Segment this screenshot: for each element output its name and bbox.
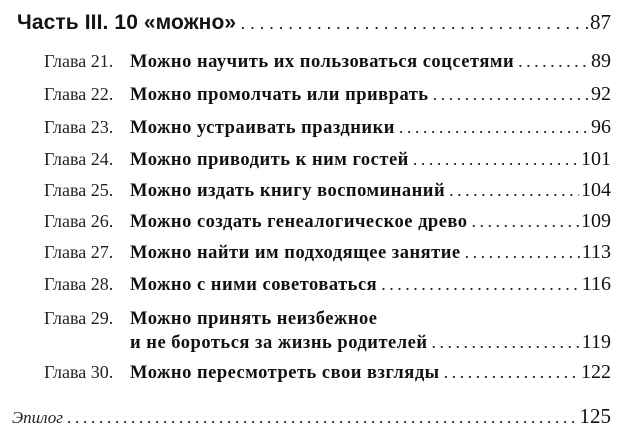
chapter-label: Глава 22.	[44, 84, 114, 104]
chapter-label: Глава 21.	[44, 51, 114, 71]
dot-leader	[399, 117, 589, 138]
chapter-label: Глава 26.	[44, 211, 114, 231]
dot-leader	[472, 211, 579, 232]
toc-chapter-entry	[44, 179, 611, 202]
page-number: 101	[581, 148, 611, 170]
chapter-title: Можно приводить к ним гостей	[130, 150, 409, 170]
chapter-title: Можно промолчать или приврать	[130, 85, 429, 105]
page-number: 116	[581, 273, 611, 295]
page-number: 96	[591, 116, 611, 138]
toc-chapter-entry	[44, 210, 611, 233]
chapter-title: Можно издать книгу воспоминаний	[130, 181, 446, 201]
chapter-label: Глава 28.	[44, 274, 114, 294]
chapter-title: Можно с ними советоваться	[130, 275, 378, 295]
part-title: Часть III. 10 «можно»	[17, 11, 237, 34]
page-number: 87	[590, 10, 611, 34]
chapter-label: Глава 25.	[44, 180, 114, 200]
chapter-title: Можно устраивать праздники	[130, 118, 395, 138]
dot-leader	[444, 362, 579, 383]
chapter-label: Глава 23.	[44, 117, 114, 137]
dot-leader	[518, 51, 589, 72]
page-number: 109	[581, 210, 611, 232]
toc-chapter-entry	[44, 50, 611, 73]
page-number: 113	[581, 241, 611, 263]
chapter-label: Глава 30.	[44, 362, 114, 382]
dot-leader	[432, 332, 580, 353]
page-number: 125	[579, 404, 611, 428]
toc-chapter-entry	[44, 241, 611, 264]
toc-chapter-entry	[44, 308, 611, 354]
chapter-title: Можно пересмотреть свои взгляды	[130, 363, 440, 383]
toc-chapter-entry	[44, 83, 611, 106]
chapter-title: Можно научить их пользоваться соцсетями	[130, 52, 515, 72]
epilogue-title: Эпилог	[12, 408, 63, 427]
dot-leader	[413, 149, 579, 170]
chapter-label: Глава 29.	[44, 308, 114, 328]
chapter-label: Глава 24.	[44, 149, 114, 169]
toc-epilogue-entry	[12, 404, 611, 429]
page-number: 104	[581, 179, 611, 201]
page-number: 89	[591, 50, 611, 72]
toc-chapter-entry	[44, 148, 611, 171]
dot-leader	[381, 274, 580, 295]
toc-chapter-entry	[44, 116, 611, 139]
page-number: 119	[581, 331, 611, 353]
toc-part-entry	[17, 10, 611, 35]
dot-leader	[240, 13, 588, 35]
chapter-title: Можно создать генеалогическое древо	[130, 212, 468, 232]
dot-leader	[433, 84, 589, 105]
dot-leader	[449, 180, 579, 201]
dot-leader	[465, 242, 580, 263]
chapter-title-line2: и не бороться за жизнь родителей	[130, 333, 428, 353]
page-number: 92	[591, 83, 611, 105]
chapter-title: Можно найти им подходящее занятие	[130, 243, 461, 263]
dot-leader	[67, 407, 578, 428]
toc-chapter-entry	[44, 361, 611, 384]
chapter-title-line1: Можно принять неизбежное	[130, 309, 378, 329]
page-number: 122	[581, 361, 611, 383]
toc-chapter-entry	[44, 273, 611, 296]
chapter-label: Глава 27.	[44, 242, 114, 262]
